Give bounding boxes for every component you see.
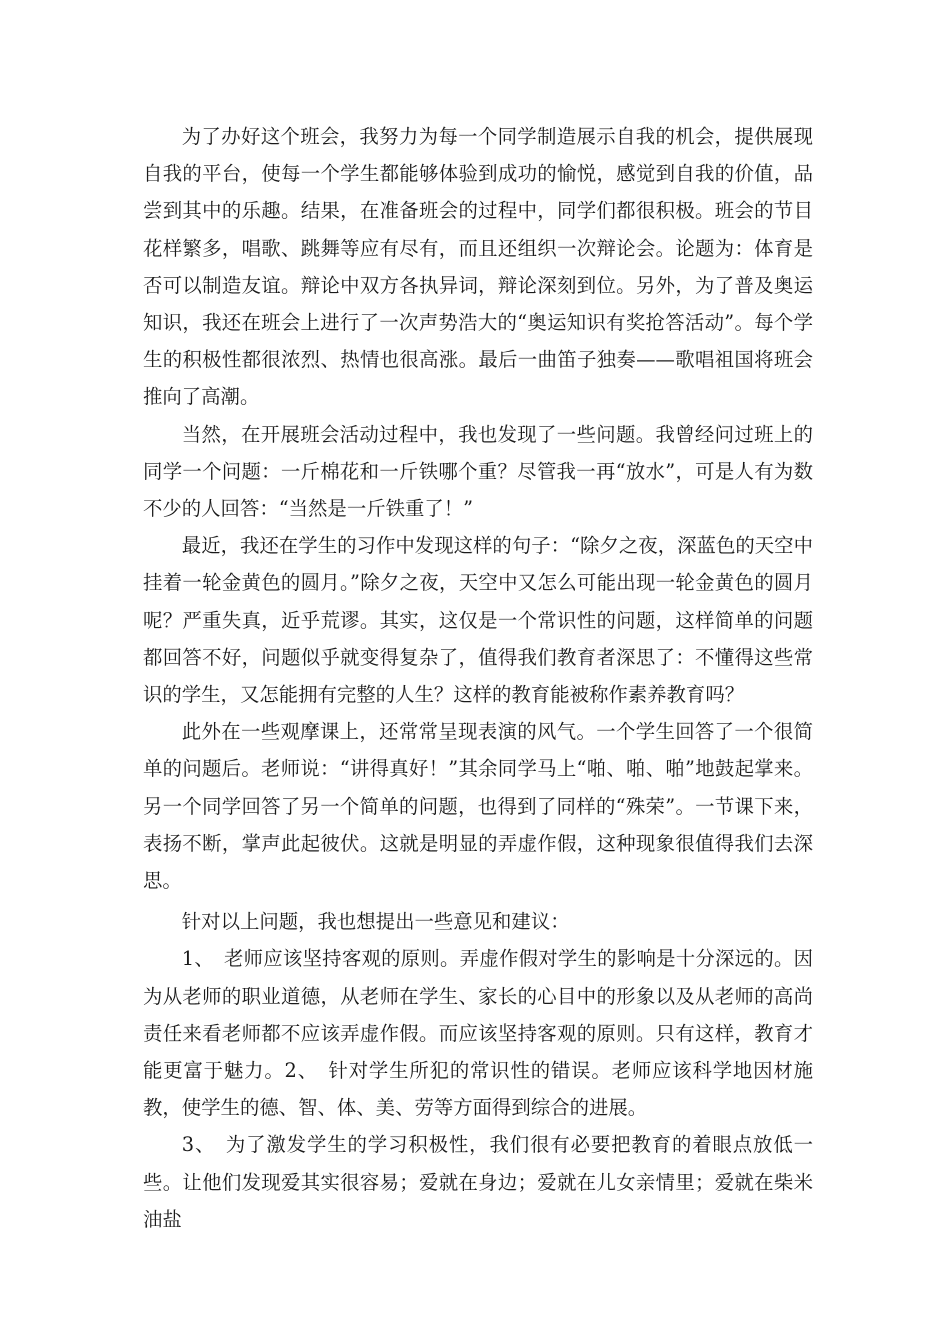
paragraph-class-meeting: 为了办好这个班会，我努力为每一个同学制造展示自我的机会，提供展现自我的平台，使每一个学生都能够体验到成功的愉悦，感觉到自我的价值，品尝到其中的乐趣。结果，在准备班会的过程中，同学们都很积极。班会的节目花样繁多，唱歌、跳舞等应有尽有，而且还组织一次辩论会。论题为：体育是否可以制造友谊。辩论中双方各执异词，辩论深刻到位。另外，为了普及奥运知识，我还在班会上进行了一次声势浩大的“奥运知识有奖抢答活动”。每个学生的积极性都很浓烈、热情也很高涨。最后一曲笛子独奏——歌唱祖国将班会推向了高潮。 <box>143 125 813 409</box>
paragraph-student-writing: 最近，我还在学生的习作中发现这样的句子：“除夕之夜，深蓝色的天空中挂着一轮金黄色的圆月。”除夕之夜，天空中又怎么可能出现一轮金黄色的圆月呢？严重失真，近乎荒谬。其实，这仅是一个常识性的问题，这样简单的问题都回答不好，问题似乎就变得复杂了，值得我们教育者深思了：不懂得这些常识的学生，又怎能拥有完整的人生？这样的教育能被称作素养教育吗？ <box>143 534 813 707</box>
paragraph-problems-found: 当然，在开展班会活动过程中，我也发现了一些问题。我曾经问过班上的同学一个问题：一斤棉花和一斤铁哪个重？尽管我一再“放水”，可是人有为数不少的人回答：“当然是一斤铁重了！” <box>143 422 813 521</box>
paragraph-suggestion-3: 3、 为了激发学生的学习积极性，我们很有必要把教育的着眼点放低一些。让他们发现爱其实很容易；爱就在身边；爱就在儿女亲情里；爱就在柴米油盐 <box>143 1133 813 1231</box>
paragraph-suggestions-intro: 针对以上问题，我也想提出一些意见和建议： <box>181 910 570 934</box>
paragraph-suggestion-1-2: 1、 老师应该坚持客观的原则。弄虚作假对学生的影响是十分深远的。因为从老师的职业道德，从老师在学生、家长的心目中的形象以及从老师的高尚责任来看老师都不应该弄虚作假。而应该坚持客观的原则。只有这样，教育才能更富于魅力。2、 针对学生所犯的常识性的错误。老师应该科学地因材施教，使学生的德、智、体、美、劳等方面得到综合的进展。 <box>143 947 813 1120</box>
paragraph-demo-lessons: 此外在一些观摩课上，还常常呈现表演的风气。一个学生回答了一个很简单的问题后。老师说：“讲得真好！”其余同学马上“啪、啪、啪”地鼓起掌来。另一个同学回答了另一个简单的问题，也得到了同样的“殊荣”。一节课下来，表扬不断，掌声此起彼伏。这就是明显的弄虚作假，这种现象很值得我们去深思。 <box>143 720 813 893</box>
document-body <box>143 118 813 1238</box>
